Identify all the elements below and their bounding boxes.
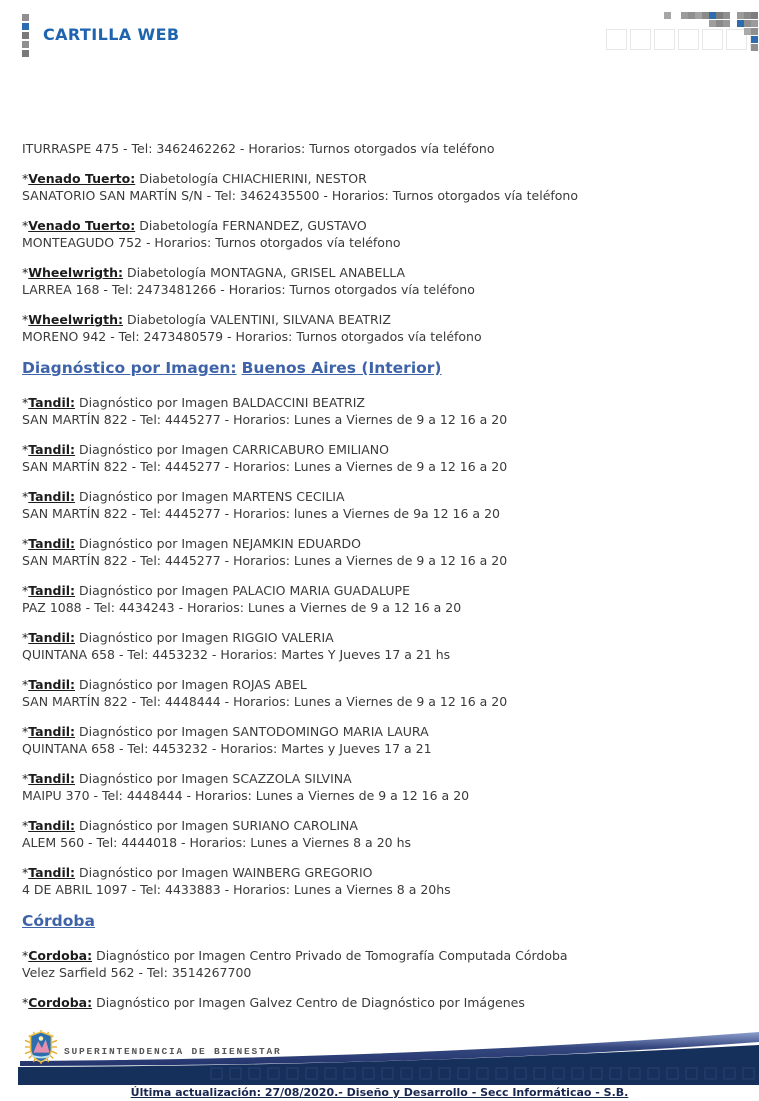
entry-city: Tandil: <box>28 395 76 410</box>
entry-address: SAN MARTÍN 822 - Tel: 4445277 - Horarios: Lunes a Viernes de 9 a 12 16 a 20 <box>22 553 508 568</box>
provider-entry <box>22 488 745 522</box>
entry-star: * <box>22 442 29 457</box>
entry-city: Tandil: <box>28 724 76 739</box>
provider-entry <box>22 864 745 898</box>
entry-city: Tandil: <box>28 865 76 880</box>
entry-address: SAN MARTÍN 822 - Tel: 4448444 - Horarios: Lunes a Viernes de 9 a 12 16 a 20 <box>22 694 508 709</box>
entry-star: * <box>22 865 29 880</box>
provider-entry <box>22 582 745 616</box>
entry-provider: Diagnóstico por Imagen RIGGIO VALERIA <box>79 630 334 645</box>
entry-city: Cordoba: <box>28 948 93 963</box>
entry-star: * <box>22 630 29 645</box>
logo-square <box>22 41 29 48</box>
entry-city: Tandil: <box>28 489 76 504</box>
provider-entry <box>22 994 745 1011</box>
entry-star: * <box>22 948 29 963</box>
logo-square <box>22 50 29 57</box>
entry-provider: Diagnóstico por Imagen MARTENS CECILIA <box>79 489 345 504</box>
entry-city: Tandil: <box>28 771 76 786</box>
entry-city: Venado Tuerto: <box>28 171 136 186</box>
entry-city: Cordoba: <box>28 995 93 1010</box>
app-header <box>22 12 180 57</box>
app-title: CARTILLA WEB <box>43 25 180 44</box>
entry-address: SAN MARTÍN 822 - Tel: 4445277 - Horarios: Lunes a Viernes de 9 a 12 16 a 20 <box>22 459 508 474</box>
footer-credits <box>0 1086 759 1101</box>
entry-provider: Diagnóstico por Imagen NEJAMKIN EDUARDO <box>79 536 362 551</box>
entry-star: * <box>22 489 29 504</box>
entry-star: * <box>22 395 29 410</box>
entry-address: LARREA 168 - Tel: 2473481266 - Horarios: Turnos otorgados vía teléfono <box>22 282 475 297</box>
entry-address: MORENO 942 - Tel: 2473480579 - Horarios: Turnos otorgados vía teléfono <box>22 329 482 344</box>
entry-provider: Diagnóstico por Imagen SURIANO CAROLINA <box>79 818 358 833</box>
entry-address: SAN MARTÍN 822 - Tel: 4445277 - Horarios: lunes a Viernes de 9a 12 16 a 20 <box>22 506 500 521</box>
section-link[interactable]: Buenos Aires (Interior) <box>241 359 442 377</box>
entry-provider: Diagnóstico por Imagen SANTODOMINGO MARIA LAURA <box>79 724 429 739</box>
provider-entry <box>22 264 745 298</box>
entry-address: 4 DE ABRIL 1097 - Tel: 4433883 - Horarios: Lunes a Viernes 8 a 20hs <box>22 882 451 897</box>
provider-entry <box>22 217 745 251</box>
entry-provider: Diagnóstico por Imagen PALACIO MARIA GUADALUPE <box>79 583 410 598</box>
entry-city: Wheelwrigth: <box>28 312 123 327</box>
section-heading <box>22 911 745 931</box>
provider-entry <box>22 394 745 428</box>
entry-star: * <box>22 724 29 739</box>
provider-entry <box>22 170 745 204</box>
entry-provider: Diagnóstico por Imagen SCAZZOLA SILVINA <box>79 771 352 786</box>
entry-city: Tandil: <box>28 442 76 457</box>
entry-continuation <box>22 140 745 157</box>
entry-provider: Diabetología CHIACHIERINI, NESTOR <box>139 171 367 186</box>
entry-city: Tandil: <box>28 818 76 833</box>
entry-star: * <box>22 312 29 327</box>
entry-address: ALEM 560 - Tel: 4444018 - Horarios: Lunes a Viernes 8 a 20 hs <box>22 835 412 850</box>
entry-city: Venado Tuerto: <box>28 218 136 233</box>
entry-provider: Diabetología MONTAGNA, GRISEL ANABELLA <box>126 265 406 280</box>
provider-entry <box>22 535 745 569</box>
logo-squares-icon <box>22 12 29 57</box>
entry-star: * <box>22 171 29 186</box>
entry-address: PAZ 1088 - Tel: 4434243 - Horarios: Lunes a Viernes de 9 a 12 16 a 20 <box>22 600 462 615</box>
entry-star: * <box>22 218 29 233</box>
provider-entry <box>22 817 745 851</box>
provider-entry <box>22 441 745 475</box>
entry-star: * <box>22 536 29 551</box>
section-link[interactable]: Diagnóstico por Imagen: <box>22 359 237 377</box>
entry-city: Tandil: <box>28 583 76 598</box>
entry-star: * <box>22 265 29 280</box>
superintendencia-logo-icon <box>22 1030 60 1064</box>
entry-provider: Diagnóstico por Imagen WAINBERG GREGORIO <box>79 865 373 880</box>
provider-entry <box>22 770 745 804</box>
provider-list <box>22 140 745 1024</box>
entry-city: Wheelwrigth: <box>28 265 123 280</box>
entry-provider: Diagnóstico por Imagen BALDACCINI BEATRIZ <box>79 395 365 410</box>
entry-star: * <box>22 677 29 692</box>
logo-square-blue <box>22 23 29 30</box>
entry-address: MONTEAGUDO 752 - Horarios: Turnos otorgados vía teléfono <box>22 235 401 250</box>
entry-city: Tandil: <box>28 536 76 551</box>
provider-entry <box>22 676 745 710</box>
entry-provider: Diagnóstico por Imagen Centro Privado de Tomografía Computada Córdoba <box>96 948 568 963</box>
logo-square <box>22 14 29 21</box>
entry-star: * <box>22 583 29 598</box>
provider-entry <box>22 947 745 981</box>
section-heading <box>22 358 745 378</box>
entry-address: Velez Sarfield 562 - Tel: 3514267700 <box>22 965 252 980</box>
entry-provider: Diagnóstico por Imagen Galvez Centro de Diagnóstico por Imágenes <box>96 995 525 1010</box>
entry-provider: Diabetología VALENTINI, SILVANA BEATRIZ <box>126 312 391 327</box>
entry-star: * <box>22 995 29 1010</box>
entry-provider: Diabetología FERNANDEZ, GUSTAVO <box>139 218 367 233</box>
entry-address: SANATORIO SAN MARTÍN S/N - Tel: 3462435500 - Horarios: Turnos otorgados vía teléfono <box>22 188 578 203</box>
entry-provider: Diagnóstico por Imagen ROJAS ABEL <box>79 677 307 692</box>
entry-city: Tandil: <box>28 630 76 645</box>
footer-credits-text: Última actualización: 27/08/2020.- Diseño y Desarrollo - Secc Informáticao - S.B. <box>130 1086 629 1099</box>
provider-entry <box>22 723 745 757</box>
entry-text: ITURRASPE 475 - Tel: 3462462262 - Horarios: Turnos otorgados vía teléfono <box>22 141 495 156</box>
provider-entry <box>22 311 745 345</box>
entry-provider: Diagnóstico por Imagen CARRICABURO EMILIANO <box>79 442 389 457</box>
provider-entry <box>22 629 745 663</box>
entry-address: SAN MARTÍN 822 - Tel: 4445277 - Horarios: Lunes a Viernes de 9 a 12 16 a 20 <box>22 412 508 427</box>
footer-logo-text: SUPERINTENDENCIA DE BIENESTAR <box>64 1046 282 1057</box>
entry-address: MAIPU 370 - Tel: 4448444 - Horarios: Lunes a Viernes de 9 a 12 16 a 20 <box>22 788 470 803</box>
logo-square <box>22 32 29 39</box>
entry-city: Tandil: <box>28 677 76 692</box>
section-link[interactable]: Córdoba <box>22 912 95 930</box>
entry-star: * <box>22 771 29 786</box>
entry-address: QUINTANA 658 - Tel: 4453232 - Horarios: Martes y Jueves 17 a 21 <box>22 741 432 756</box>
entry-star: * <box>22 818 29 833</box>
entry-address: QUINTANA 658 - Tel: 4453232 - Horarios: Martes Y Jueves 17 a 21 hs <box>22 647 451 662</box>
page-footer <box>0 1028 759 1085</box>
